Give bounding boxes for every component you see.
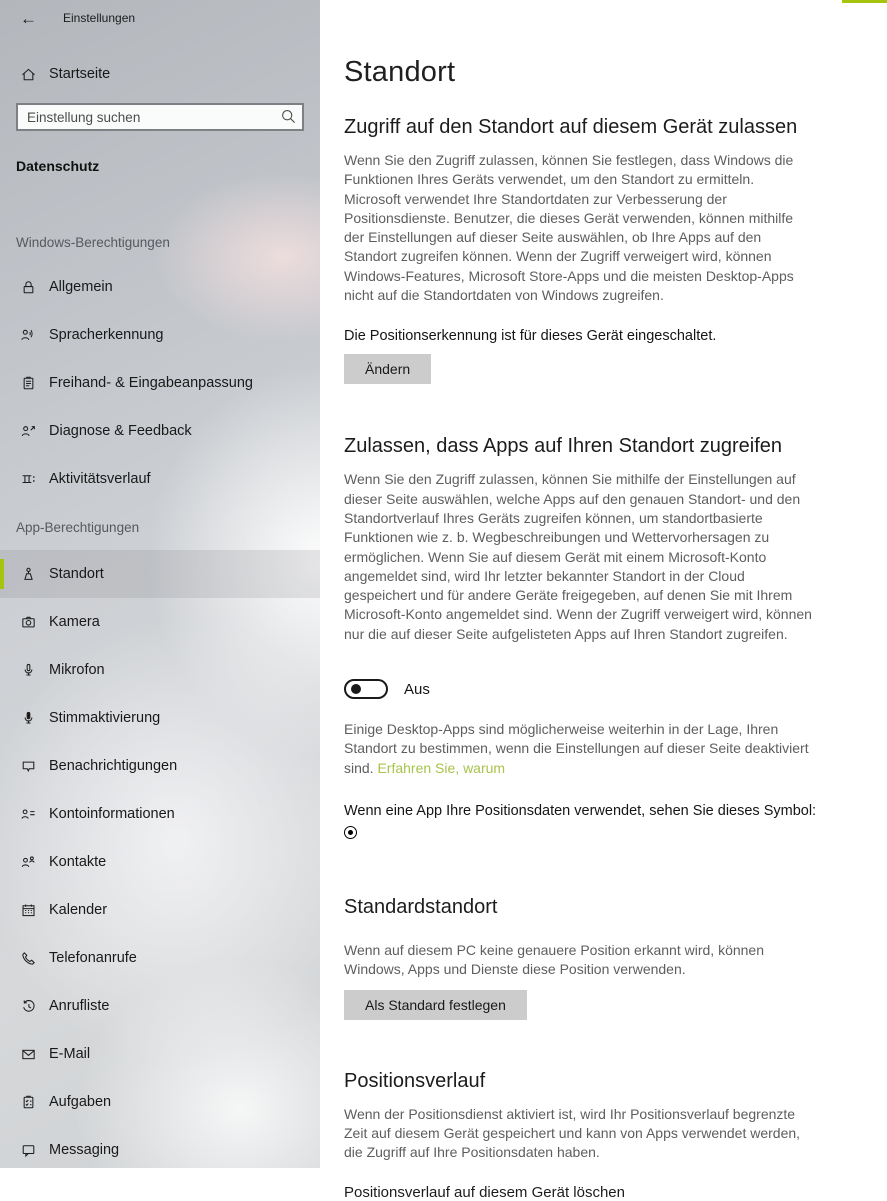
camera-icon bbox=[20, 614, 37, 631]
accent-strip bbox=[842, 0, 887, 3]
app-title: Einstellungen bbox=[63, 11, 136, 25]
call-history-icon bbox=[20, 998, 37, 1015]
set-default-button[interactable]: Als Standard festlegen bbox=[344, 990, 527, 1020]
nav-list-windows-permissions bbox=[0, 263, 320, 503]
sidebar-item-freihand-eingabe[interactable]: Freihand- & Eingabeanpassung bbox=[0, 359, 320, 407]
location-history-description: Wenn der Positionsdienst aktiviert ist, wird Ihr Positionsverlauf begrenzte Zeit auf diesem Gerät gespeichert und kann von Apps verwendet werden, die Zugriff auf Ihre Positionsdaten haben. bbox=[344, 1105, 801, 1161]
toggle-knob bbox=[351, 684, 361, 694]
sidebar-item-mikrofon[interactable]: Mikrofon bbox=[0, 646, 320, 694]
device-access-heading: Zugriff auf den Standort auf diesem Gerät zulassen bbox=[344, 116, 798, 138]
ink-typing-icon bbox=[20, 375, 37, 392]
sidebar-item-messaging[interactable]: Messaging bbox=[0, 1126, 320, 1174]
location-in-use-icon bbox=[344, 826, 357, 839]
calendar-icon bbox=[20, 902, 37, 919]
page-title: Standort bbox=[344, 56, 456, 88]
activity-history-icon bbox=[20, 471, 37, 488]
clear-history-label: Positionsverlauf auf diesem Gerät löschen bbox=[344, 1184, 625, 1201]
default-location-description: Wenn auf diesem PC keine genauere Position erkannt wird, können Windows, Apps und Dienste diese Position verwenden. bbox=[344, 941, 764, 978]
sidebar-item-email[interactable]: E-Mail bbox=[0, 1030, 320, 1078]
section-title-windows-permissions: Windows-Berechtigungen bbox=[16, 235, 170, 250]
sidebar-item-standort[interactable]: Standort bbox=[0, 550, 320, 598]
mail-icon bbox=[20, 1046, 37, 1063]
learn-why-link[interactable]: Erfahren Sie, warum bbox=[377, 759, 506, 776]
settings-sidebar bbox=[0, 0, 320, 1168]
sidebar-item-label: Startseite bbox=[49, 66, 111, 82]
nav-list-app-permissions bbox=[0, 550, 320, 1174]
sidebar-item-aktivitaetsverlauf[interactable]: Aktivitätsverlauf bbox=[0, 455, 320, 503]
messaging-bubble-icon bbox=[20, 1142, 37, 1159]
sidebar-item-diagnose-feedback[interactable]: Diagnose & Feedback bbox=[0, 407, 320, 455]
contacts-icon bbox=[20, 854, 37, 871]
default-location-heading: Standardstandort bbox=[344, 895, 498, 918]
sidebar-item-kontoinformationen[interactable]: Kontoinformationen bbox=[0, 790, 320, 838]
device-access-description: Wenn Sie den Zugriff zulassen, können Sie festlegen, dass Windows die Funktionen Ihres Geräts verwendet, um den Standort zu ermitteln. Microsoft verwendet Ihre Standortdaten zur Verbesserung der Positionsdienste. Benutzer, die dieses Gerät verwenden, können mithilfe der Einstellungen auf dieser Seite auswählen, ob Ihre Apps auf den Standort zugreifen können. Wenn der Zugriff verweigert wird, können Windows-Features, Microsoft Store-Apps und die meisten Desktop-Apps nicht auf die Standortdaten von Windows zugreifen. bbox=[344, 152, 794, 304]
voice-activation-icon bbox=[20, 710, 37, 727]
change-button[interactable]: Ändern bbox=[344, 354, 431, 384]
notification-bubble-icon bbox=[20, 758, 37, 775]
location-toggle-row bbox=[344, 679, 887, 699]
section-title-app-permissions: App-Berechtigungen bbox=[16, 520, 140, 535]
sidebar-header bbox=[0, 0, 320, 36]
desktop-apps-note bbox=[344, 720, 812, 778]
sidebar-category: Datenschutz bbox=[16, 158, 100, 174]
speech-recognition-icon bbox=[20, 327, 37, 344]
search-box bbox=[16, 103, 304, 131]
home-icon bbox=[20, 66, 37, 83]
sidebar-item-kontakte[interactable]: Kontakte bbox=[0, 838, 320, 886]
sidebar-item-aufgaben[interactable]: Aufgaben bbox=[0, 1078, 320, 1126]
search-icon[interactable] bbox=[281, 109, 296, 124]
toggle-state-label: Aus bbox=[404, 680, 430, 698]
location-icon bbox=[20, 566, 37, 583]
settings-content[interactable] bbox=[320, 0, 887, 1201]
location-history-heading: Positionsverlauf bbox=[344, 1069, 486, 1092]
sidebar-item-benachrichtigungen[interactable]: Benachrichtigungen bbox=[0, 742, 320, 790]
sidebar-item-kamera[interactable]: Kamera bbox=[0, 598, 320, 646]
person-feedback-icon bbox=[20, 423, 37, 440]
app-access-description: Wenn Sie den Zugriff zulassen, können Sie mithilfe der Einstellungen auf dieser Seite auswählen, welche Apps auf den genauen Standort- und den Standortverlauf Ihres Geräts zugreifen können, um standortbasierte Funktionen wie z. b. Wegbeschreibungen und Wettervorhersagen zu ermöglichen. Wenn Sie auf diesem Gerät mit einem Microsoft-Konto angemeldet sind, wird Ihr letzter bekannter Standort in der Cloud gespeichert und für andere Geräte freigegeben, auf denen Sie mit Ihrem Microsoft-Konto angemeldet sind. Wenn der Zugriff verweigert wird, können nur die auf dieser Seite aufgelisteten Apps auf Ihren Standort zugreifen. bbox=[344, 471, 812, 642]
sidebar-item-kalender[interactable]: Kalender bbox=[0, 886, 320, 934]
sidebar-item-home[interactable] bbox=[0, 52, 320, 96]
location-status-text: Die Positionserkennung ist für dieses Gerät eingeschaltet. bbox=[344, 328, 717, 345]
sidebar-item-spracherkennung[interactable]: Spracherkennung bbox=[0, 311, 320, 359]
phone-icon bbox=[20, 950, 37, 967]
location-toggle[interactable] bbox=[344, 679, 388, 699]
app-access-heading: Zulassen, dass Apps auf Ihren Standort zugreifen bbox=[344, 435, 783, 458]
back-arrow-icon[interactable]: ← bbox=[20, 8, 37, 28]
desktop-apps-note-text: Einige Desktop-Apps sind möglicherweise weiterhin in der Lage, Ihren Standort zu bestimmen, wenn die Einstellungen auf dieser Seite deaktiviert sind. bbox=[344, 721, 809, 776]
sidebar-item-telefonanrufe[interactable]: Telefonanrufe bbox=[0, 934, 320, 982]
lock-icon bbox=[20, 279, 37, 296]
sidebar-item-anrufliste[interactable]: Anrufliste bbox=[0, 982, 320, 1030]
icon-usage-note: Wenn eine App Ihre Positionsdaten verwendet, sehen Sie dieses Symbol: bbox=[344, 802, 817, 819]
tasks-clipboard-icon bbox=[20, 1094, 37, 1111]
account-info-icon bbox=[20, 806, 37, 823]
microphone-icon bbox=[20, 662, 37, 679]
search-input[interactable] bbox=[16, 103, 304, 131]
sidebar-item-stimmaktivierung[interactable]: Stimmaktivierung bbox=[0, 694, 320, 742]
sidebar-item-allgemein[interactable]: Allgemein bbox=[0, 263, 320, 311]
